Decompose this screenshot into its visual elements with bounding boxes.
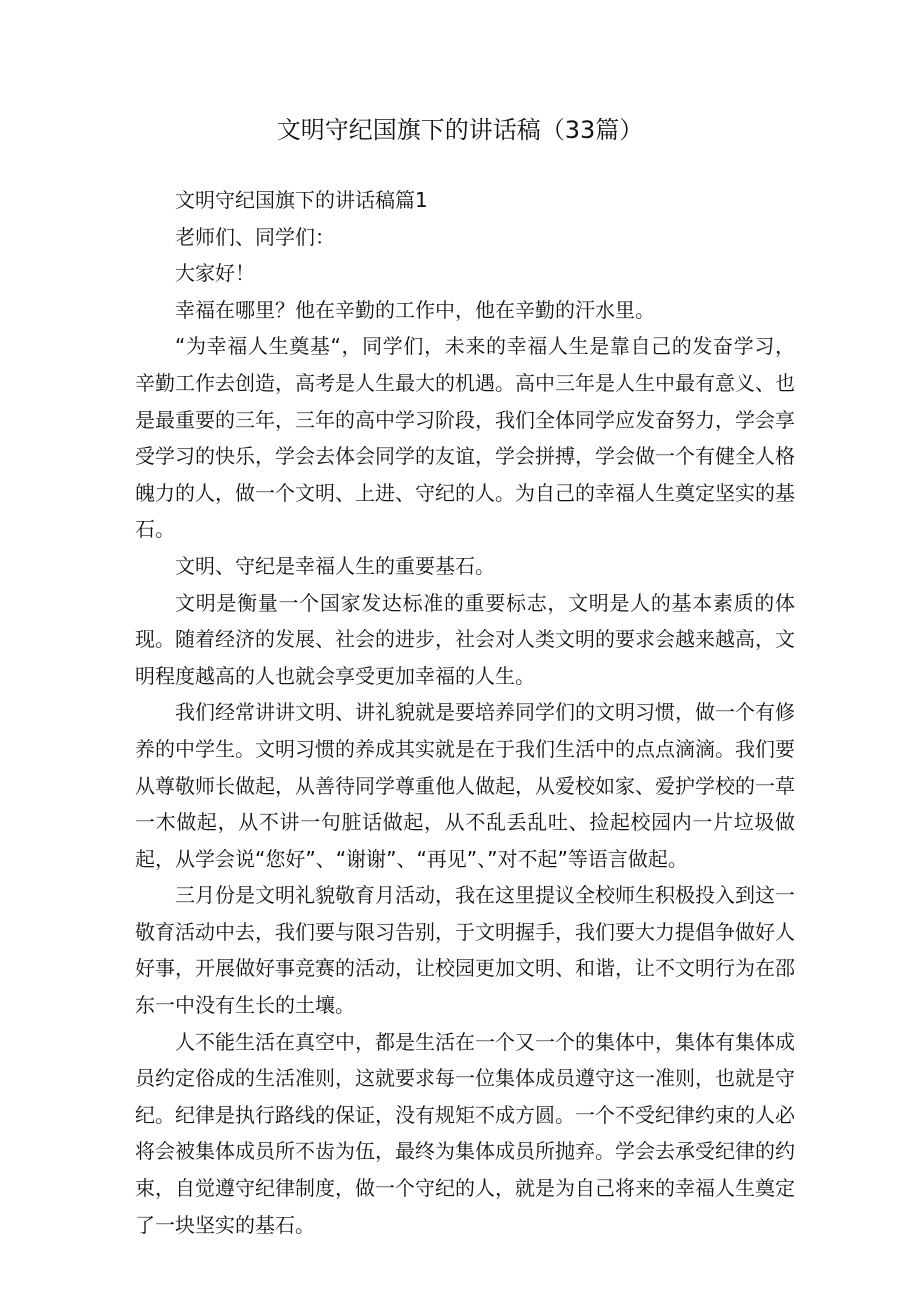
opening-line: 幸福在哪里？他在辛勤的工作中，他在辛勤的汗水里。 — [175, 297, 655, 322]
paragraph: 文明、守纪是幸福人生的重要基石。 — [175, 553, 495, 578]
section-heading: 文明守纪国旗下的讲话稿篇1 — [175, 188, 428, 212]
salutation: 老师们、同学们： — [175, 224, 335, 249]
paragraph: 三月份是文明礼貌敬育月活动，我在这里提议全校师生积极投入到这一敬育活动中去，我们要与限习告别，于文明握手，我们要大力提倡争做好人好事，开展做好事竞赛的活动，让校园更加文明、和谐，让不文明行为在邵东一中没有生长的土壤。 — [135, 883, 795, 1018]
paragraph: 文明是衡量一个国家发达标准的重要标志，文明是人的基本素质的体现。随着经济的发展、社会的进步，社会对人类文明的要求会越来越高，文明程度越高的人也就会享受更加幸福的人生。 — [135, 590, 795, 688]
paragraph: 我们经常讲讲文明、讲礼貌就是要培养同学们的文明习惯，做一个有修养的中学生。文明习惯的养成其实就是在于我们生活中的点点滴滴。我们要从尊敬师长做起，从善待同学尊重他人做起，从爱校如家、爱护学校的一草一木做起，从不讲一句脏话做起，从不乱丢乱吐、捡起校园内一片垃圾做起，从学会说“您好”、“谢谢”、“再见”、”对不起”等语言做起。 — [135, 700, 795, 871]
paragraph: 人不能生活在真空中，都是生活在一个又一个的集体中，集体有集体成员约定俗成的生活准则，这就要求每一位集体成员遵守这一准则，也就是守纪。纪律是执行路线的保证，没有规矩不成方圆。一个不受纪律约束的人必将会被集体成员所不齿为伍，最终为集体成员所抛弃。学会去承受纪律的约束，自觉遵守纪律制度，做一个守纪的人，就是为自己将来的幸福人生奠定了一块坚实的基石。 — [135, 1029, 795, 1237]
paragraph: “为幸福人生奠基“，同学们，未来的幸福人生是靠自己的发奋学习，辛勤工作去创造，高考是人生最大的机遇。高中三年是人生中最有意义、也是最重要的三年，三年的高中学习阶段，我们全体同学应发奋努力，学会享受学习的快乐，学会去体会同学的友谊，学会拼搏，学会做一个有健全人格魄力的人，做一个文明、上进、守纪的人。为自己的幸福人生奠定坚实的基石。 — [135, 334, 795, 542]
greeting: 大家好！ — [175, 261, 255, 286]
document-body — [135, 182, 795, 1243]
document-title: 文明守纪国旗下的讲话稿（33篇） — [276, 116, 644, 144]
